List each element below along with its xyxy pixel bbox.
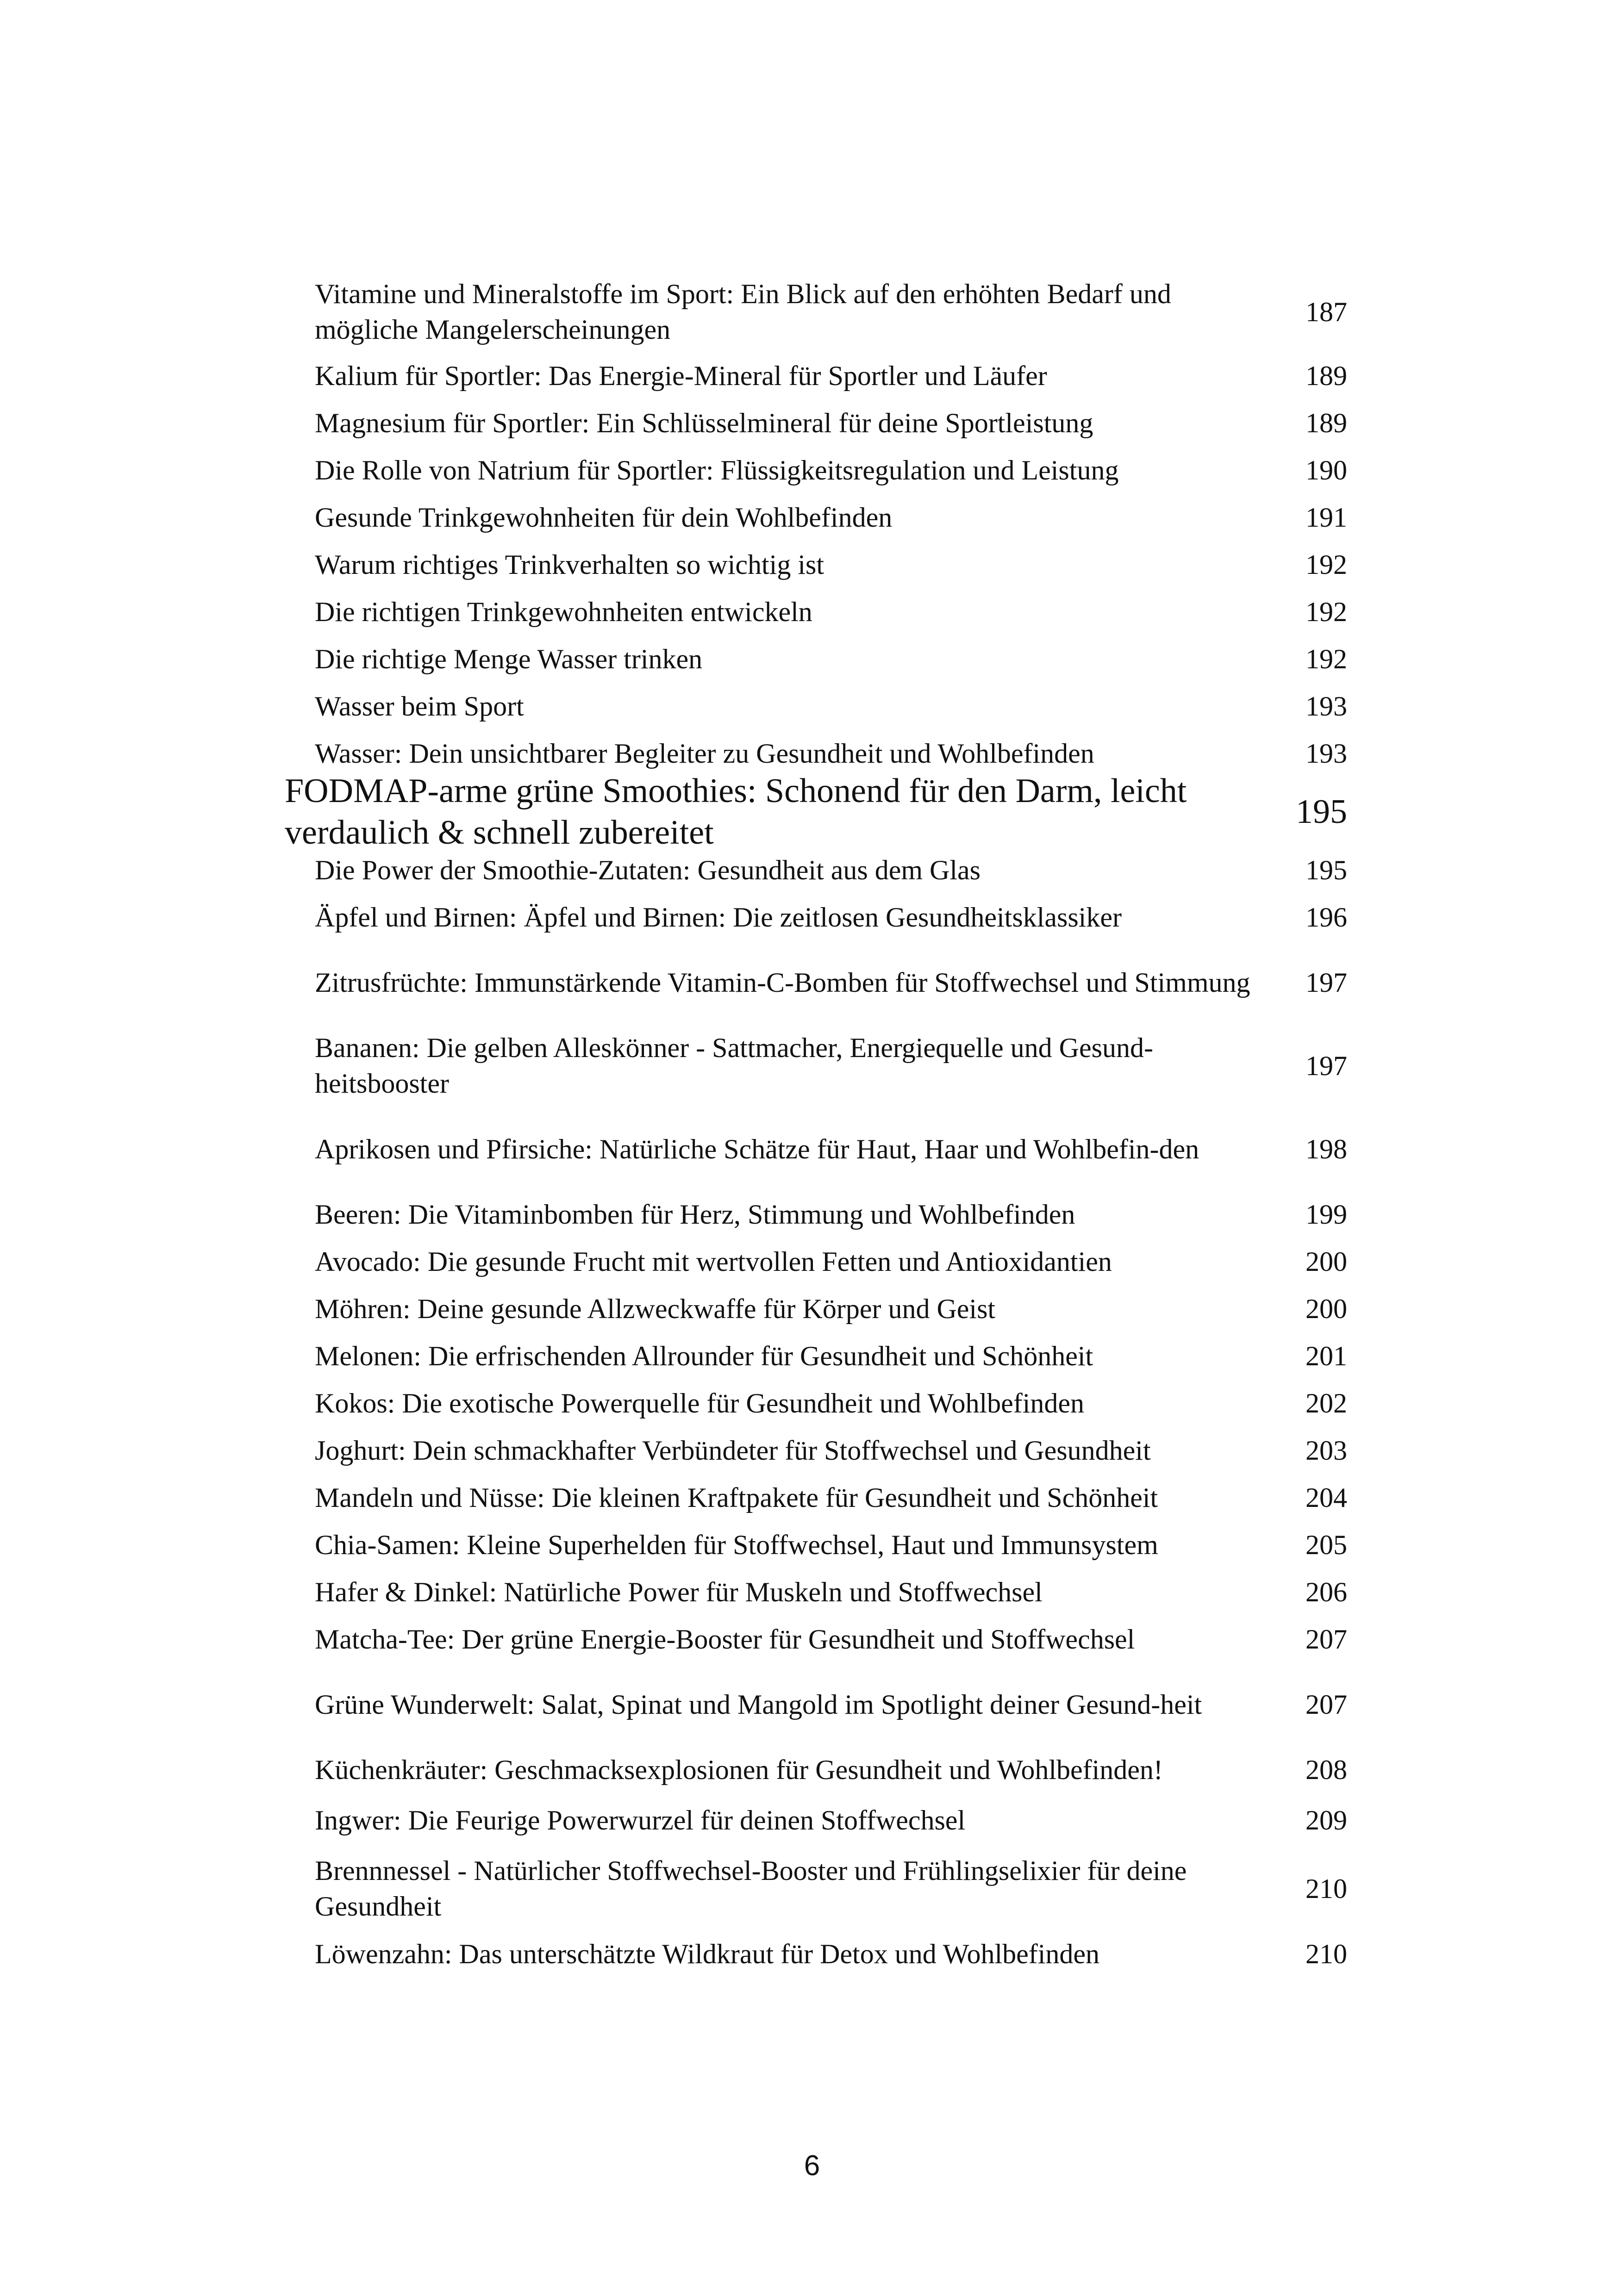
toc-section-entry [285,1568,1347,1616]
toc-entry-page: 197 [1305,967,1347,998]
toc-section-entry [285,1191,1347,1238]
toc-entry-page: 209 [1305,1804,1347,1836]
toc-entry-title: Aprikosen und Pfirsiche: Natürliche Schätze für Haut, Haar und Wohlbefin-den [315,1133,1199,1164]
toc-entry-title: Matcha-Tee: Der grüne Energie-Booster für Gesundheit und Stoffwechsel [315,1624,1135,1655]
toc-section-entry [285,1521,1347,1568]
toc-entry-page: 195 [1305,854,1347,885]
toc-entry-title: Die Rolle von Natrium für Sportler: Flüssigkeitsregulation und Leistung [315,454,1119,485]
toc-section-entry [285,1380,1347,1427]
toc-section-entry [285,1616,1347,1663]
toc-entry-title: Ingwer: Die Feurige Powerwurzel für deinen Stoffwechsel [315,1804,966,1836]
toc-entry-page: 200 [1305,1246,1347,1277]
toc-section-entry [285,447,1347,494]
toc-entry-title: Brennnessel - Natürlicher Stoffwechsel-Booster und Frühlingselixier für deine Gesundheit [315,1855,1187,1922]
toc-section-entry [285,1663,1347,1746]
toc-entry-page: 210 [1305,1873,1347,1904]
toc-entry-title: Die richtige Menge Wasser trinken [315,643,703,674]
toc-entry-page: 210 [1305,1938,1347,1969]
toc-section-entry [285,399,1347,447]
toc-entry-title: Beeren: Die Vitaminbomben für Herz, Stimmung und Wohlbefinden [315,1199,1075,1230]
toc-entry-title: Mandeln und Nüsse: Die kleinen Kraftpakete für Gesundheit und Schönheit [315,1482,1158,1513]
toc-entry-page: 197 [1305,1050,1347,1081]
toc-section-entry [285,272,1347,352]
toc-entry-title: Küchenkräuter: Geschmacksexplosionen für Gesundheit und Wohlbefinden! [315,1754,1163,1785]
toc-entry-page: 202 [1305,1388,1347,1419]
toc-entry-page: 189 [1305,407,1347,438]
toc-entry-title: Zitrusfrüchte: Immunstärkende Vitamin-C-Bomben für Stoffwechsel und Stimmung [315,967,1250,998]
toc-entry-page: 189 [1305,360,1347,391]
toc-section-entry [285,941,1347,1024]
toc-entry-page: 205 [1305,1529,1347,1560]
toc-section-entry [285,1793,1347,1847]
toc-entry-title: Kokos: Die exotische Powerquelle für Gesundheit und Wohlbefinden [315,1388,1085,1419]
toc-entry-title: Die richtigen Trinkgewohnheiten entwickeln [315,596,812,627]
toc-section-entry [285,1285,1347,1332]
toc-section-entry [285,635,1347,683]
toc-entry-page: 199 [1305,1199,1347,1230]
toc-entry-page: 191 [1305,502,1347,533]
toc-section-entry [285,846,1347,894]
toc-entry-title: FODMAP-arme grüne Smoothies: Schonend für den Darm, leicht verdaulich & schnell zubereitet [285,772,1187,852]
toc-section-entry [285,494,1347,541]
toc-entry-title: Äpfel und Birnen: Äpfel und Birnen: Die zeitlosen Gesundheitsklassiker [315,902,1122,933]
toc-entry-title: Bananen: Die gelben Alleskönner - Sattmacher, Energiequelle und Gesund-heitsbooster [315,1033,1153,1099]
toc-section-entry [285,1847,1347,1930]
toc-entry-title: Grüne Wunderwelt: Salat, Spinat und Mangold im Spotlight deiner Gesund-heit [315,1689,1202,1720]
toc-section-entry [285,352,1347,399]
toc-section-entry [285,1746,1347,1793]
toc-entry-title: Kalium für Sportler: Das Energie-Mineral für Sportler und Läufer [315,360,1047,391]
toc-entry-title: Möhren: Deine gesunde Allzweckwaffe für Körper und Geist [315,1293,996,1324]
toc-section-entry [285,541,1347,588]
toc-chapter-entry [285,772,1347,852]
toc-entry-page: 196 [1305,902,1347,933]
toc-section-entry [285,894,1347,941]
toc-entry-page: 198 [1305,1133,1347,1164]
toc-entry-page: 207 [1305,1689,1347,1720]
toc-entry-page: 206 [1305,1576,1347,1607]
toc-section-entry [285,588,1347,635]
table-of-contents [285,272,1347,1978]
toc-entry-title: Die Power der Smoothie-Zutaten: Gesundheit aus dem Glas [315,854,981,885]
toc-section-entry [285,1108,1347,1191]
toc-entry-title: Avocado: Die gesunde Frucht mit wertvollen Fetten und Antioxidantien [315,1246,1112,1277]
toc-entry-title: Wasser beim Sport [315,691,524,722]
toc-entry-page: 190 [1305,454,1347,485]
toc-entry-page: 203 [1305,1435,1347,1466]
toc-entry-title: Löwenzahn: Das unterschätzte Wildkraut für Detox und Wohlbefinden [315,1938,1100,1969]
toc-entry-page: 193 [1305,738,1347,769]
toc-entry-title: Gesunde Trinkgewohnheiten für dein Wohlbefinden [315,502,893,533]
toc-entry-page: 200 [1305,1293,1347,1324]
toc-section-entry [285,1930,1347,1978]
toc-entry-page: 192 [1305,596,1347,627]
toc-section-entry [285,683,1347,730]
toc-entry-title: Warum richtiges Trinkverhalten so wichtig ist [315,549,824,580]
toc-section-entry [285,1332,1347,1380]
toc-section-entry [285,1238,1347,1285]
toc-section-entry [285,1427,1347,1474]
toc-entry-page: 208 [1305,1754,1347,1785]
toc-entry-title: Chia-Samen: Kleine Superhelden für Stoffwechsel, Haut und Immunsystem [315,1529,1158,1560]
toc-entry-title: Joghurt: Dein schmackhafter Verbündeter für Stoffwechsel und Gesundheit [315,1435,1151,1466]
toc-entry-title: Magnesium für Sportler: Ein Schlüsselmineral für deine Sportleistung [315,407,1093,438]
toc-entry-page: 193 [1305,691,1347,722]
toc-entry-title: Hafer & Dinkel: Natürliche Power für Muskeln und Stoffwechsel [315,1576,1043,1607]
toc-entry-title: Vitamine und Mineralstoffe im Sport: Ein Blick auf den erhöhten Bedarf und mögliche Mangelerscheinungen [315,279,1171,345]
toc-section-entry [285,1474,1347,1521]
toc-entry-page: 201 [1305,1340,1347,1371]
toc-entry-page: 204 [1305,1482,1347,1513]
toc-entry-page: 192 [1305,549,1347,580]
toc-entry-page: 195 [1296,793,1347,831]
toc-entry-title: Melonen: Die erfrischenden Allrounder für Gesundheit und Schönheit [315,1340,1093,1371]
toc-entry-page: 207 [1305,1624,1347,1655]
toc-entry-page: 187 [1305,296,1347,327]
page-number: 6 [804,2150,820,2182]
toc-section-entry [285,1024,1347,1108]
toc-entry-page: 192 [1305,643,1347,674]
toc-entry-title: Wasser: Dein unsichtbarer Begleiter zu Gesundheit und Wohlbefinden [315,738,1094,769]
